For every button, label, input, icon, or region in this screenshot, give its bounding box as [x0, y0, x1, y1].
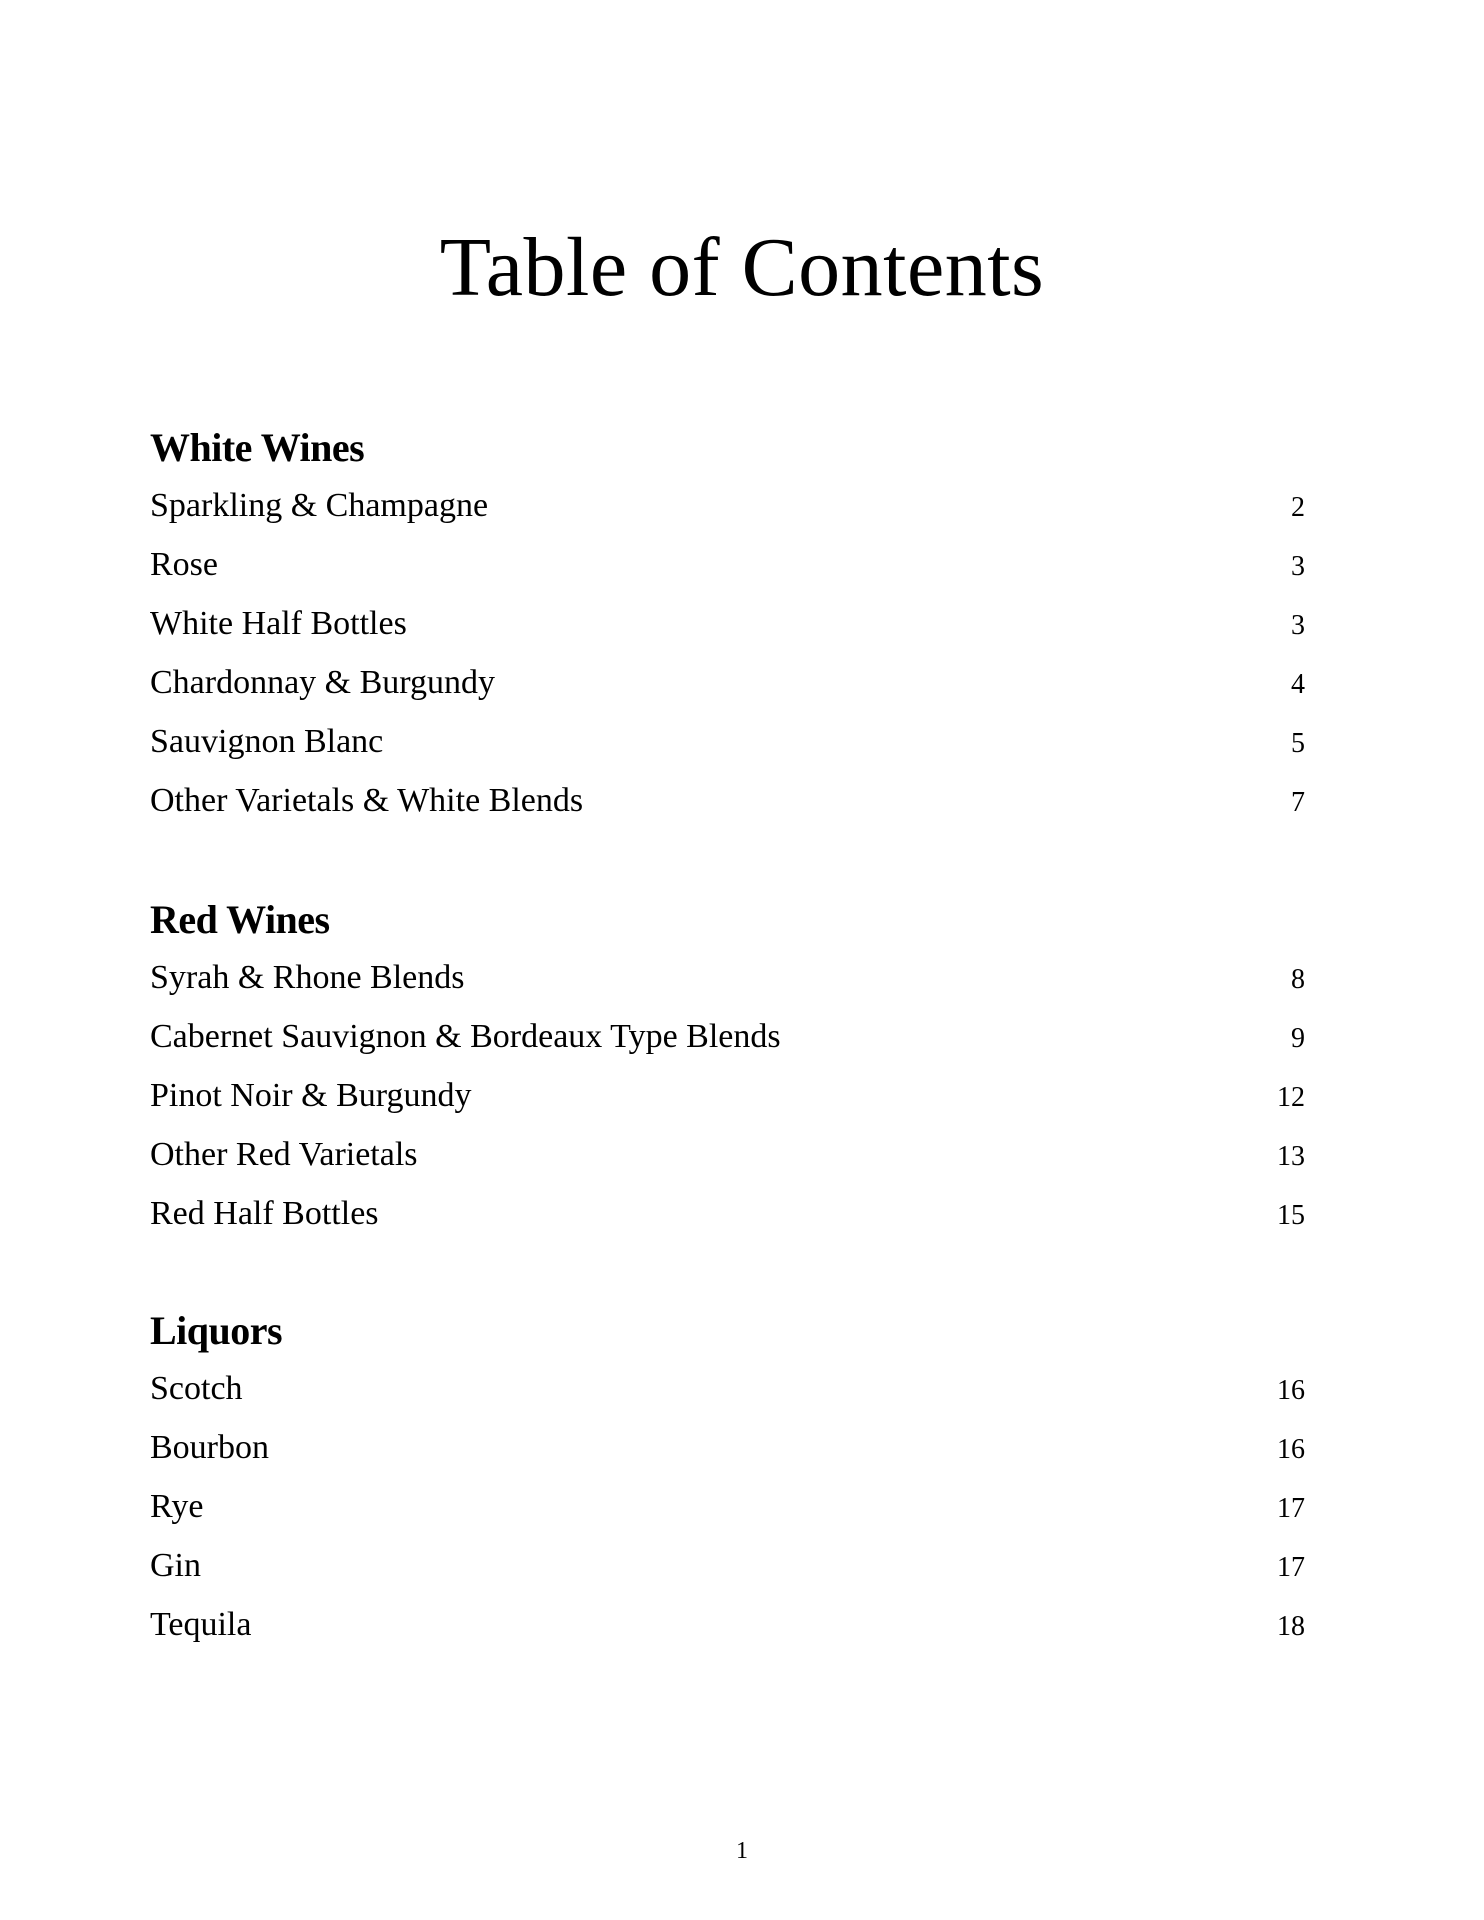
- toc-entry-label: Other Varietals & White Blends: [150, 782, 584, 819]
- toc-entry[interactable]: [150, 1125, 1305, 1184]
- section-white-wines: [150, 420, 1305, 830]
- toc-entry[interactable]: [150, 1536, 1305, 1595]
- toc-entry-page: 16: [1277, 1434, 1305, 1465]
- toc-entry-page: 12: [1277, 1082, 1305, 1113]
- toc-entry-page: 13: [1277, 1141, 1305, 1172]
- toc-entry[interactable]: [150, 653, 1305, 712]
- toc-entry-page: 8: [1291, 964, 1305, 995]
- section-liquors: [150, 1303, 1305, 1654]
- toc-entry-label: Rye: [150, 1488, 204, 1525]
- toc-entry-page: 3: [1291, 610, 1305, 641]
- toc-entry[interactable]: [150, 1359, 1305, 1418]
- toc-entry-label: Sparkling & Champagne: [150, 487, 489, 524]
- toc-entry-label: Gin: [150, 1547, 201, 1584]
- toc-entry[interactable]: [150, 476, 1305, 535]
- toc-entry[interactable]: [150, 1184, 1305, 1243]
- toc-entry-label: Pinot Noir & Burgundy: [150, 1077, 472, 1114]
- toc-entry-label: Syrah & Rhone Blends: [150, 959, 465, 996]
- toc-entry-page: 2: [1291, 492, 1305, 523]
- toc-entry-page: 5: [1291, 728, 1305, 759]
- toc-entry-label: Rose: [150, 546, 218, 583]
- section-heading: Liquors: [150, 1308, 283, 1353]
- section-red-wines: [150, 892, 1305, 1243]
- toc-entry[interactable]: [150, 594, 1305, 653]
- toc-entry-page: 17: [1277, 1493, 1305, 1524]
- toc-entry-label: Tequila: [150, 1606, 252, 1643]
- toc-entry-page: 9: [1291, 1023, 1305, 1054]
- toc-entry[interactable]: [150, 1066, 1305, 1125]
- toc-entry-label: Bourbon: [150, 1429, 269, 1466]
- section-heading: White Wines: [150, 425, 365, 470]
- toc-entry-label: Cabernet Sauvignon & Bordeaux Type Blends: [150, 1018, 781, 1055]
- page-title: Table of Contents: [439, 221, 1045, 314]
- toc-entry[interactable]: [150, 771, 1305, 830]
- toc-entry[interactable]: [150, 1595, 1305, 1654]
- toc-entry-page: 7: [1291, 787, 1305, 818]
- toc-entry-label: Red Half Bottles: [150, 1195, 379, 1232]
- section-heading: Red Wines: [150, 897, 330, 942]
- toc-entry[interactable]: [150, 948, 1305, 1007]
- toc-entry[interactable]: [150, 712, 1305, 771]
- toc-entry[interactable]: [150, 1007, 1305, 1066]
- toc-entry-page: 16: [1277, 1375, 1305, 1406]
- page-number: 1: [736, 1838, 748, 1864]
- toc-entry[interactable]: [150, 535, 1305, 594]
- toc-entry[interactable]: [150, 1418, 1305, 1477]
- toc-entry-page: 4: [1291, 669, 1305, 700]
- toc-entry-page: 3: [1291, 551, 1305, 582]
- toc-entry-label: Chardonnay & Burgundy: [150, 664, 496, 701]
- toc-entry-label: Scotch: [150, 1370, 243, 1407]
- toc-entry-label: Other Red Varietals: [150, 1136, 418, 1173]
- toc-entry-page: 17: [1277, 1552, 1305, 1583]
- toc-entry-page: 18: [1277, 1611, 1305, 1642]
- toc-entry[interactable]: [150, 1477, 1305, 1536]
- toc-entry-label: White Half Bottles: [150, 605, 407, 642]
- toc-entry-page: 15: [1277, 1200, 1305, 1231]
- toc-entry-label: Sauvignon Blanc: [150, 723, 384, 760]
